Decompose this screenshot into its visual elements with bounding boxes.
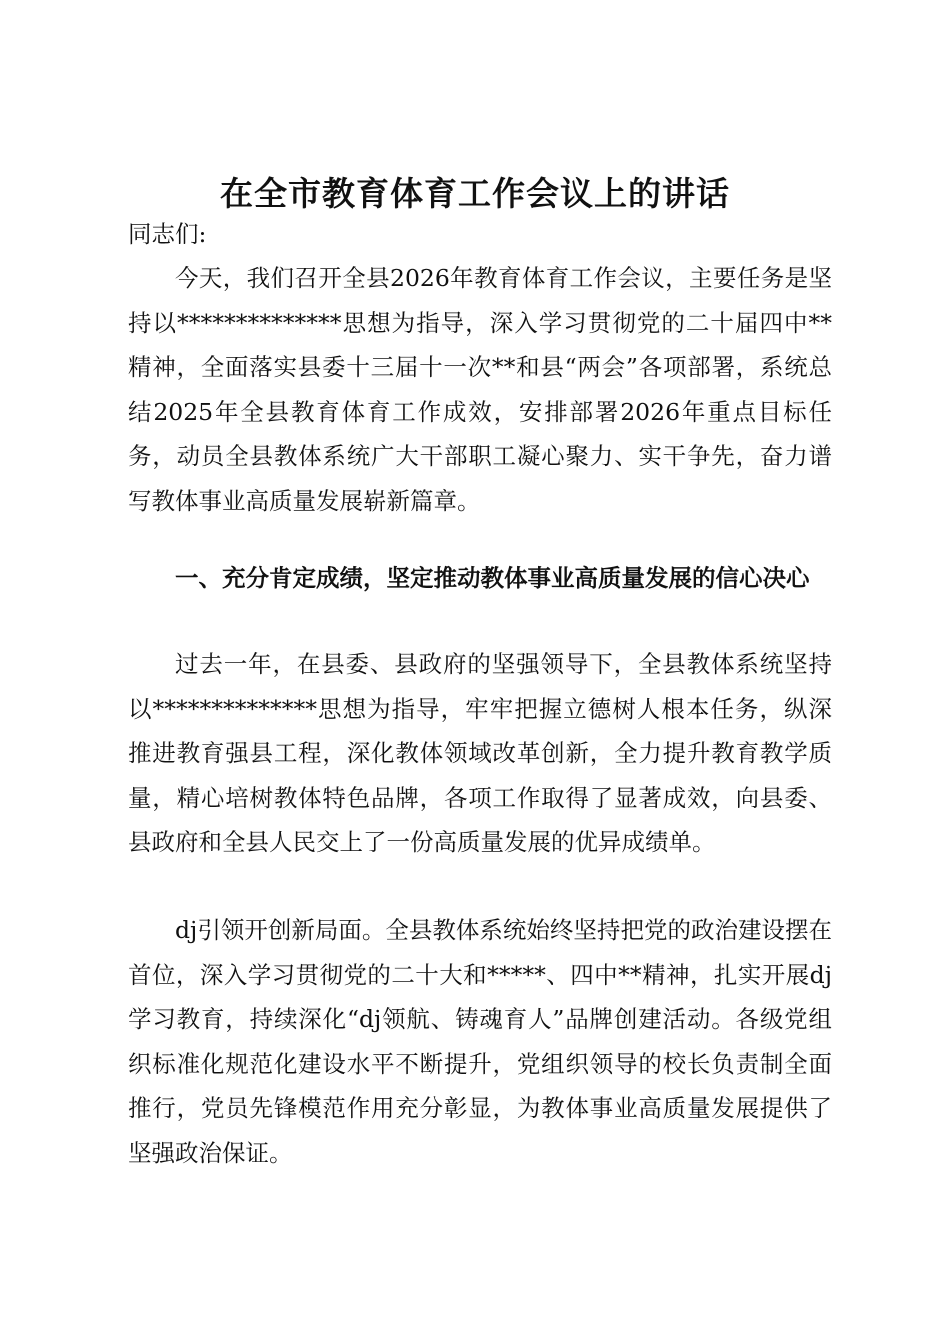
paragraph-dj-leadership: dj引领开创新局面。全县教体系统始终坚持把党的政治建设摆在首位，深入学习贯彻党的二十大和*****、四中**精神，扎实开展dj学习教育，持续深化“dj领航、铸魂育人”品牌创建活动。各级党组织标准化规范化建设水平不断提升，党组织领导的校长负责制全面推行，党员先锋模范作用充分彰显，为教体事业高质量发展提供了坚强政治保证。 [128,916,832,1167]
greeting: 同志们: [128,220,207,248]
page-title: 在全市教育体育工作会议上的讲话 [220,174,730,213]
paragraph-intro: 今天，我们召开全县2026年教育体育工作会议，主要任务是坚持以**************思想为指导，深入学习贯彻党的二十届四中**精神，全面落实县委十三届十一次**和县“两会”各项部署，系统总结2025年全县教育体育工作成效，安排部署2026年重点目标任务，动员全县教体系统广大干部职工凝心聚力、实干争先，奋力谱写教体事业高质量发展崭新篇章。 [128,264,832,515]
paragraph-review: 过去一年，在县委、县政府的坚强领导下，全县教体系统坚持以**************思想为指导，牢牢把握立德树人根本任务，纵深推进教育强县工程，深化教体领域改革创新，全力提升教育教学质量，精心培树教体特色品牌，各项工作取得了显著成效，向县委、县政府和全县人民交上了一份高质量发展的优异成绩单。 [128,650,832,856]
section-heading-1: 一、充分肯定成绩，坚定推动教体事业高质量发展的信心决心 [175,564,810,592]
